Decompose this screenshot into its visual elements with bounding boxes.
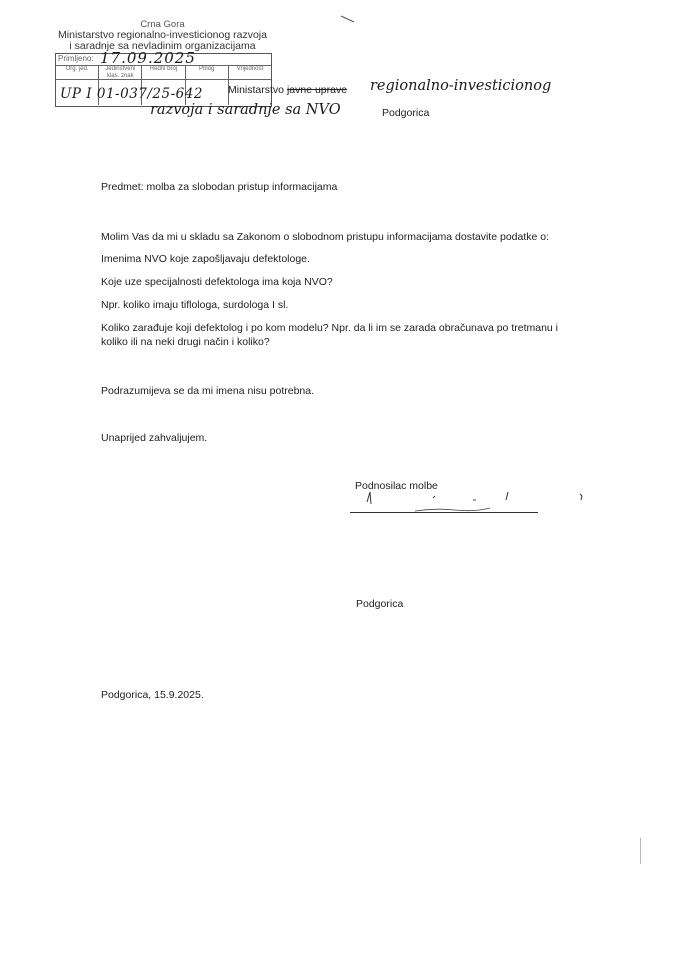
recipient-city: Podgorica xyxy=(382,107,430,119)
recipient-line xyxy=(228,84,347,96)
stamp-columns-row xyxy=(56,65,271,80)
stamp-col-org: Org. jed. xyxy=(56,65,99,79)
date-line: Podgorica, 15.9.2025. xyxy=(101,689,204,701)
paragraph-4: Npr. koliko imaju tiflologa, surdologa I sl. xyxy=(101,299,289,311)
paragraph-7: Unaprijed zahvaljujem. xyxy=(101,432,208,444)
paragraph-6: Podrazumijeva se da mi imena nisu potrebna. xyxy=(101,385,315,397)
signature-line xyxy=(350,512,538,513)
stamp-col-prilog: Prilog xyxy=(186,65,229,79)
stamp-country: Crna Gora xyxy=(140,19,185,30)
paragraph-3: Koje uze specijalnosti defektologa ima koja NVO? xyxy=(101,276,333,288)
scan-edge-mark xyxy=(640,838,641,864)
paragraph-1: Molim Vas da mi u skladu sa Zakonom o slobodnom pristupu informacijama dostavite podatke o: xyxy=(101,231,550,243)
stamp-received-date: 17.09.2025 xyxy=(100,49,196,67)
stamp-organization xyxy=(55,19,270,52)
stamp-col-redni: Redni broj xyxy=(142,65,185,79)
stamp-ministry-line2: i saradnje sa nevladinim organizacijama xyxy=(69,40,256,52)
stamp-number: UP I 01-037/25-642 xyxy=(60,86,203,102)
paragraph-2: Imenima NVO koje zapošljavaju defektologe. xyxy=(101,253,310,265)
signature-label: Podnosilac molbe xyxy=(355,480,438,492)
recipient-prefix: Ministarstvo xyxy=(228,84,285,96)
recipient-handwritten-2: razvoja i saradnje sa NVO xyxy=(150,102,341,118)
scan-mark xyxy=(340,14,356,24)
subject-line: Predmet: molba za slobodan pristup informacijama xyxy=(101,181,338,193)
paragraph-5: Koliko zarađuje koji defektolog i po kom modelu? Npr. da li im se zarada obračunava po tretmanu i koliko ili na neki drugi način i koliko? xyxy=(101,322,559,348)
stamp-received-label: Primljeno: xyxy=(58,54,94,63)
signature-city: Podgorica xyxy=(356,598,404,610)
recipient-handwritten-1: regionalno-investicionog xyxy=(370,78,552,94)
recipient-struck: javne uprave xyxy=(286,84,348,96)
stamp-ministry-line1: Ministarstvo regionalno-investicionog razvoja xyxy=(58,29,267,41)
signature-scribble xyxy=(355,484,595,514)
stamp-col-klas: Jedinstveni klas. znak xyxy=(99,65,142,79)
stamp-col-vrijednost: Vrijednost xyxy=(236,66,264,72)
